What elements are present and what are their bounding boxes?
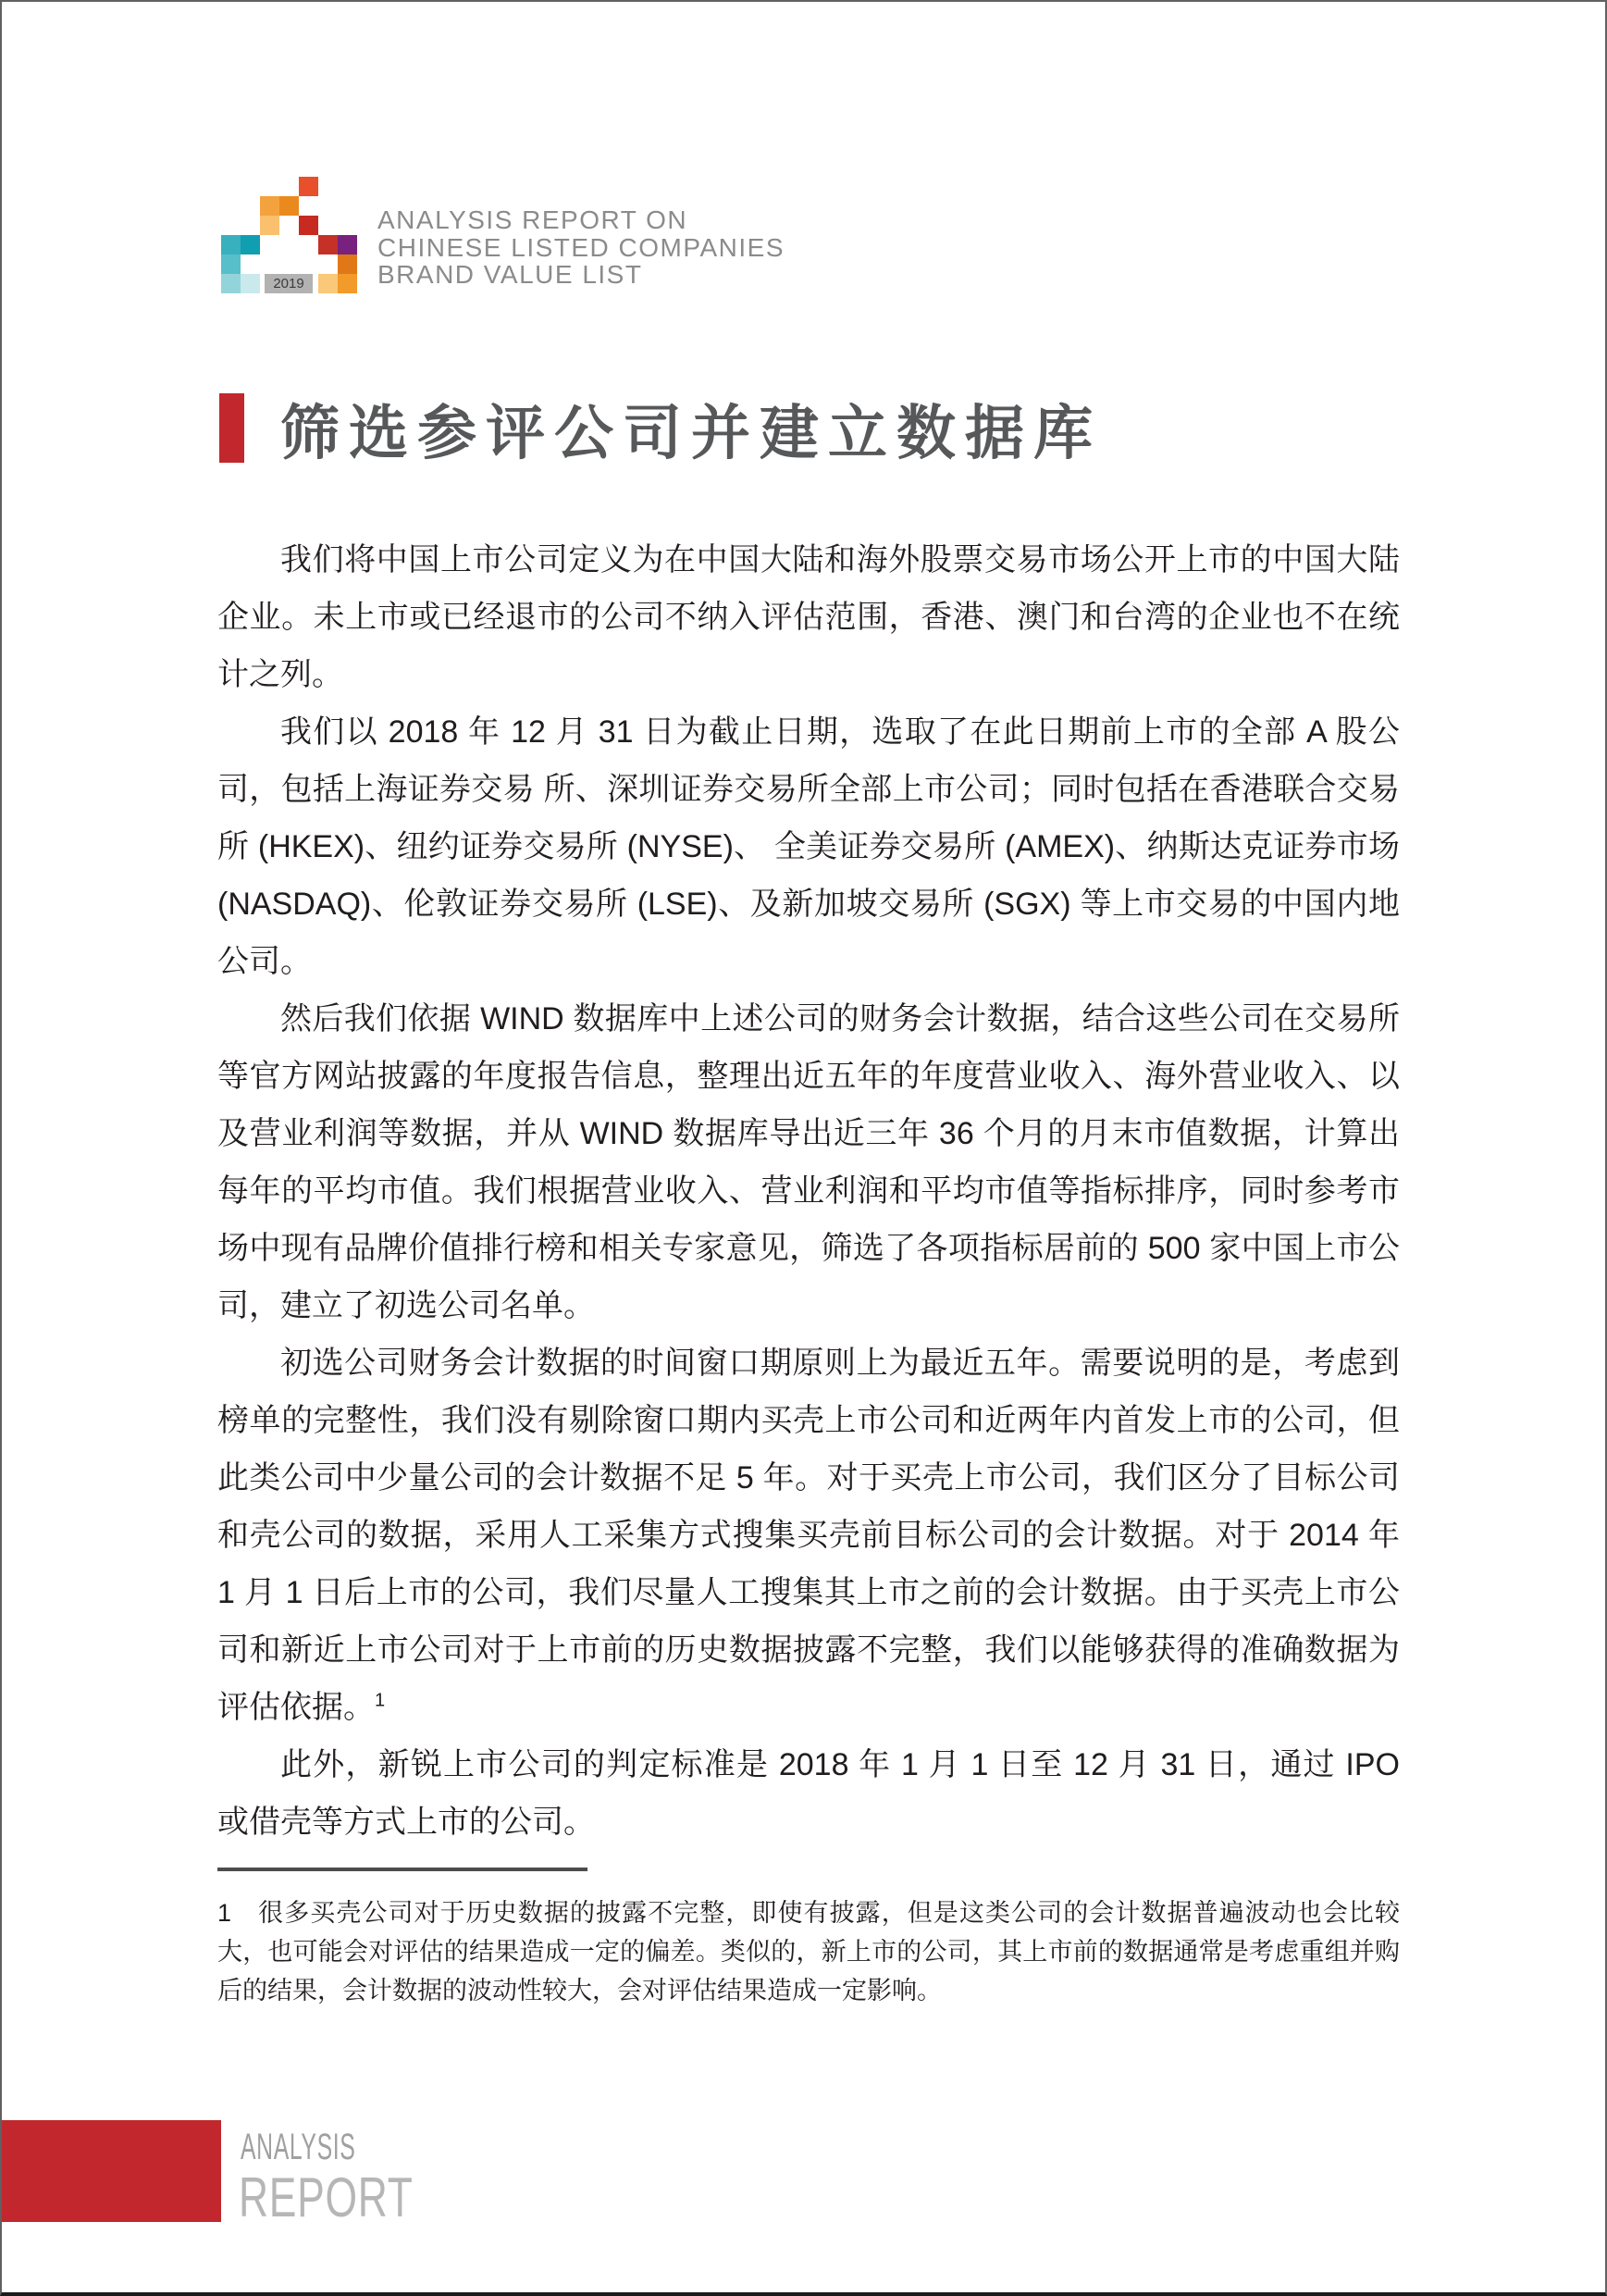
footnote-ref: 1	[375, 1690, 386, 1711]
paragraph-2	[217, 703, 1400, 990]
paragraph-5	[217, 1736, 1400, 1851]
logo-mosaic-cell	[221, 254, 241, 274]
footer-accent-block	[2, 2120, 221, 2222]
footer-analysis-label: ANALYSIS	[241, 2127, 356, 2167]
paragraph-3-text: 然后我们依据 WIND 数据库中上述公司的财务会计数据，结合这些公司在交易所等官方网站披露的年度报告信息，整理出近五年的年度营业收入、海外营业收入、以及营业利润等数据，并从 WIND 数据库导出近三年 36 个月的月末市值数据，计算出每年的平均市值。我们根据营业收入、营业利润和平均市值等指标排序，同时参考市场中现有品牌价值排行榜和相关专家意见，筛选了各项指标居前的 500 家中国上市公司，建立了初选公司名单。	[217, 1001, 1400, 1323]
report-header-line-1: ANALYSIS REPORT ON	[377, 205, 688, 234]
paragraph-4	[217, 1334, 1400, 1736]
paragraph-4-text: 初选公司财务会计数据的时间窗口期原则上为最近五年。需要说明的是，考虑到榜单的完整性，我们没有剔除窗口期内买壳上市公司和近两年内首发上市的公司，但此类公司中少量公司的会计数据不足 5 年。对于买壳上市公司，我们区分了目标公司和壳公司的数据，采用人工采集方式搜集买壳前目标公司的会计数据。对于 2014 年 1 月 1 日后上市的公司，我们尽量人工搜集其上市之前的会计数据。由于买壳上市公司和新近上市公司对于上市前的历史数据披露不完整，我们以能够获得的准确数据为评估依据。	[217, 1346, 1400, 1725]
logo-mosaic-cell	[299, 177, 318, 196]
logo-year-badge: 2019	[265, 274, 313, 293]
footnote-text: 1 很多买壳公司对于历史数据的披露不完整，即使有披露，但是这类公司的会计数据普遍波动也会比较大，也可能会对评估的结果造成一定的偏差。类似的，新上市的公司，其上市前的数据通常是考虑重组并购后的结果，会计数据的波动性较大，会对评估结果造成一定影响。	[217, 1899, 1400, 2004]
logo-mosaic-cell	[241, 274, 260, 293]
footer-report-label: REPORT	[239, 2166, 414, 2228]
report-header-line-3: BRAND VALUE LIST	[377, 260, 643, 289]
logo-mosaic-cell	[299, 216, 318, 235]
paragraph-3	[217, 990, 1400, 1334]
logo-mosaic-cell	[260, 196, 279, 216]
body-text	[217, 531, 1400, 1851]
footnote-divider	[217, 1868, 587, 1871]
paragraph-5-text: 此外，新锐上市公司的判定标准是 2018 年 1 月 1 日至 12 月 31 日，通过 IPO 或借壳等方式上市的公司。	[217, 1747, 1400, 1840]
paragraph-1	[217, 531, 1400, 703]
logo-mosaic-cell	[241, 235, 260, 254]
report-header-line-2: CHINESE LISTED COMPANIES	[377, 232, 785, 262]
paragraph-2-text: 我们以 2018 年 12 月 31 日为截止日期，选取了在此日期前上市的全部 A 股公司，包括上海证券交易 所、深圳证券交易所全部上市公司；同时包括在香港联合交易所 (HKEX)、纽约证券交易所 (NYSE)、 全美证券交易所 (AMEX)、纳斯达克证券市场 (NASDAQ)、伦敦证券交易所 (LSE)、及新加坡交易所 (SGX) 等上市交易的中国内地公司。	[217, 714, 1400, 979]
section-title: 筛选参评公司并建立数据库	[280, 400, 1102, 466]
section-accent-bar	[219, 393, 244, 463]
logo-mosaic-cell	[338, 235, 357, 254]
logo-mosaic-cell	[279, 196, 299, 216]
paragraph-1-text: 我们将中国上市公司定义为在中国大陆和海外股票交易市场公开上市的中国大陆企业。未上市或已经退市的公司不纳入评估范围，香港、澳门和台湾的企业也不在统计之列。	[217, 542, 1400, 692]
logo-mosaic-cell	[260, 216, 279, 235]
logo-mosaic-cell	[338, 254, 357, 274]
logo-mosaic-cell	[338, 274, 357, 293]
report-header-title	[377, 206, 785, 289]
logo-mosaic-cell	[221, 274, 241, 293]
logo-mosaic-cell	[318, 274, 338, 293]
logo-mosaic-cell	[221, 235, 241, 254]
logo-mosaic-cell	[318, 235, 338, 254]
